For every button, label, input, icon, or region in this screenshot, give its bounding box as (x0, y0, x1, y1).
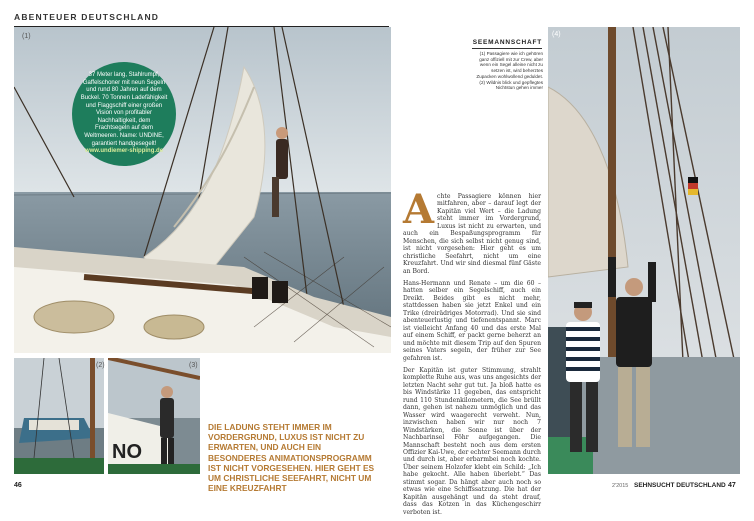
right-photo-crew-hoisting (548, 27, 740, 474)
sidebar-rule (472, 48, 542, 49)
caption-1: (1) Passagiere wie ich gehören ganz offiziell mit zur Crew, aber wenn ein Segel alleine nicht zu setzen ist, wird beherztes Zupacken wohlwollend geduldet. (476, 51, 543, 79)
paragraph-3: Der Kapitän ist guter Stimmung, strahlt komplette Ruhe aus, was uns angesichts der letzten Nacht sehr gut tut. Ja bloß hatte es bis Windstärke 11 gegeben, das entspricht rund 110 Stundenkilometern, die See brüllt dann, gehen ist nahezu unmöglich und das Wasser wird waagerecht verweht. Nun, inzwischen haben wir nur noch 7 Windstärken, die Sonne ist über der Nachbarinsel Föhr aufgegangen. Die Mannschaft besteht noch aus dem ersten Offizier Kai-Uwe, der echter Seemann durch und durch ist, aber erbarmbei noch kochte. Über seinem Holzofer klebt ein Schild: „Ich habe gekocht. Alle haben überlebt.“ Das stimmt sogar. Da hängt aber auch noch so etwas wie eine Schiffssatzung. Die hat der Kapitän ausgehängt und da steht drauf, dass das Kotzen in das Küchengeschirr verboten ist. (403, 366, 541, 516)
photo-number-2: (2) (96, 362, 105, 369)
sidebar-title: SEEMANNSCHAFT (472, 39, 542, 46)
page-number-right: 47 (728, 482, 736, 489)
svg-text:NO: NO (112, 441, 142, 463)
pull-quote: DIE LADUNG STEHT IMMER IM VORDERGRUND, LUXUS IST NICHT ZU ERWARTEN, UND AUCH EIN BESONDERES ANIMATIONSPROGRAMM IST NICHT VORGESEHEN. HIER GEHT ES UM CHRISTLICHE SEEFAHRT, NICHT UM EINE KREUZFAHRT (208, 422, 375, 494)
magazine-name: SEHNSUCHT DEUTSCHLAND (634, 482, 726, 489)
paragraph-1 (403, 186, 541, 275)
ship-info-text: 37 Meter lang, Stahlrumpf, Gaffelschoner mit neun Segeln und rund 80 Jahren auf dem Buckel. 70 Tonnen Ladefähigkeit und Flaggschiff einer großen Vision von profitabler Nachhaltigkeit, dem Frachtsegeln auf dem Weltmeeren. Name: UNDINE, garantiert handgesegelt! (80, 72, 168, 147)
article-column (403, 186, 541, 521)
photo-number-3: (3) (189, 362, 198, 369)
sidebar-captions (470, 51, 543, 91)
paragraph-2: Hans-Hermann und Renate – um die 60 – hatten selber ein Segelschiff, auch ein Dreikt. Beides gibt es nicht mehr, stattdessen haben sie jetzt Enkel und ein Trike (dreirädriges Motorrad). Und sie sind abenteuerlustig und tiefenentspannt. Marc ist vielleicht Anfang 40 und das erste Mal auf einem Schiff, er packt gerne beherzt an und möchte mit diesem Trip auf den Spuren seines Vaters segeln, der früher zur See gefahren ist. (403, 279, 541, 362)
section-kicker: ABENTEUER DEUTSCHLAND (14, 12, 160, 22)
main-photo-ship-bow (14, 27, 391, 353)
photo-number-1: (1) (22, 33, 31, 40)
ship-info-circle (72, 62, 176, 166)
photo-number-4: (4) (552, 31, 561, 38)
page-number-left: 46 (14, 482, 22, 489)
small-photo-man (108, 358, 200, 474)
small-photo-deck (14, 358, 104, 474)
caption-2: (2) Wildnis blick und gepflegtes Nichtstun gehen immer (479, 79, 543, 91)
issue-label: 2'2015 (612, 483, 629, 489)
drop-cap: A (403, 186, 435, 233)
paragraph-1-text: chte Passagiere können hier mitfahren, aber – darauf legt der Kapitän viel Wert – die Ladung steht immer im Vordergrund, Luxus ist nicht zu erwarten, und auch ein Bespaßungsprogramm für Menschen, die sich selbst nicht genug sind, ist nicht vorgesehen: Hier geht es um christliche Seefahrt, nicht um eine Kreuzfahrt. Und wir sind diesmal fünf Gäste an Bord. (403, 193, 541, 275)
ship-url-link[interactable]: www.undiemer-shipping.de (84, 148, 164, 155)
